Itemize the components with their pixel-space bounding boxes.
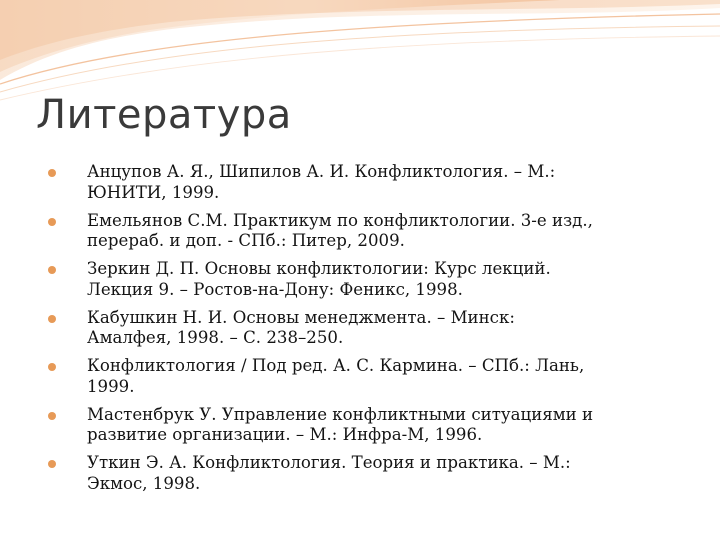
list-item bbox=[0, 356, 600, 405]
list-item-text: Емельянов С.М. Практикум по конфликтологии. 3-е изд., перераб. и доп. - СПб.: Питер, 2009. bbox=[87, 210, 593, 250]
bullet-icon bbox=[48, 218, 56, 226]
list-item bbox=[0, 259, 600, 308]
bullet-icon bbox=[48, 460, 56, 468]
list-item bbox=[0, 405, 600, 454]
list-item-text: Конфликтология / Под ред. А. С. Кармина. – СПб.: Лань, 1999. bbox=[87, 356, 585, 396]
slide-title: Литература bbox=[36, 92, 292, 138]
list-item bbox=[0, 162, 600, 211]
bullet-icon bbox=[48, 412, 56, 420]
bullet-icon bbox=[48, 266, 56, 274]
list-item-text: Мастенбрук У. Управление конфликтными ситуациями и развитие организации. – М.: Инфра-М, 1996. bbox=[87, 404, 594, 444]
bullet-icon bbox=[48, 315, 56, 323]
list-item-text: Зеркин Д. П. Основы конфликтологии: Курс лекций. Лекция 9. – Ростов-на-Дону: Феникс, 1998. bbox=[87, 259, 551, 299]
list-item-text: Кабушкин Н. И. Основы менеджмента. – Минск: Амалфея, 1998. – С. 238–250. bbox=[87, 307, 515, 347]
bullet-icon bbox=[48, 169, 56, 177]
list-item bbox=[0, 308, 600, 357]
list-item bbox=[0, 453, 600, 502]
list-item-text: Анцупов А. Я., Шипилов А. И. Конфликтология. – М.: ЮНИТИ, 1999. bbox=[87, 162, 556, 202]
list-item-text: Уткин Э. А. Конфликтология. Теория и практика. – М.: Экмос, 1998. bbox=[87, 453, 571, 493]
list-item bbox=[0, 211, 600, 260]
bullet-icon bbox=[48, 363, 56, 371]
bibliography-list bbox=[0, 162, 720, 502]
